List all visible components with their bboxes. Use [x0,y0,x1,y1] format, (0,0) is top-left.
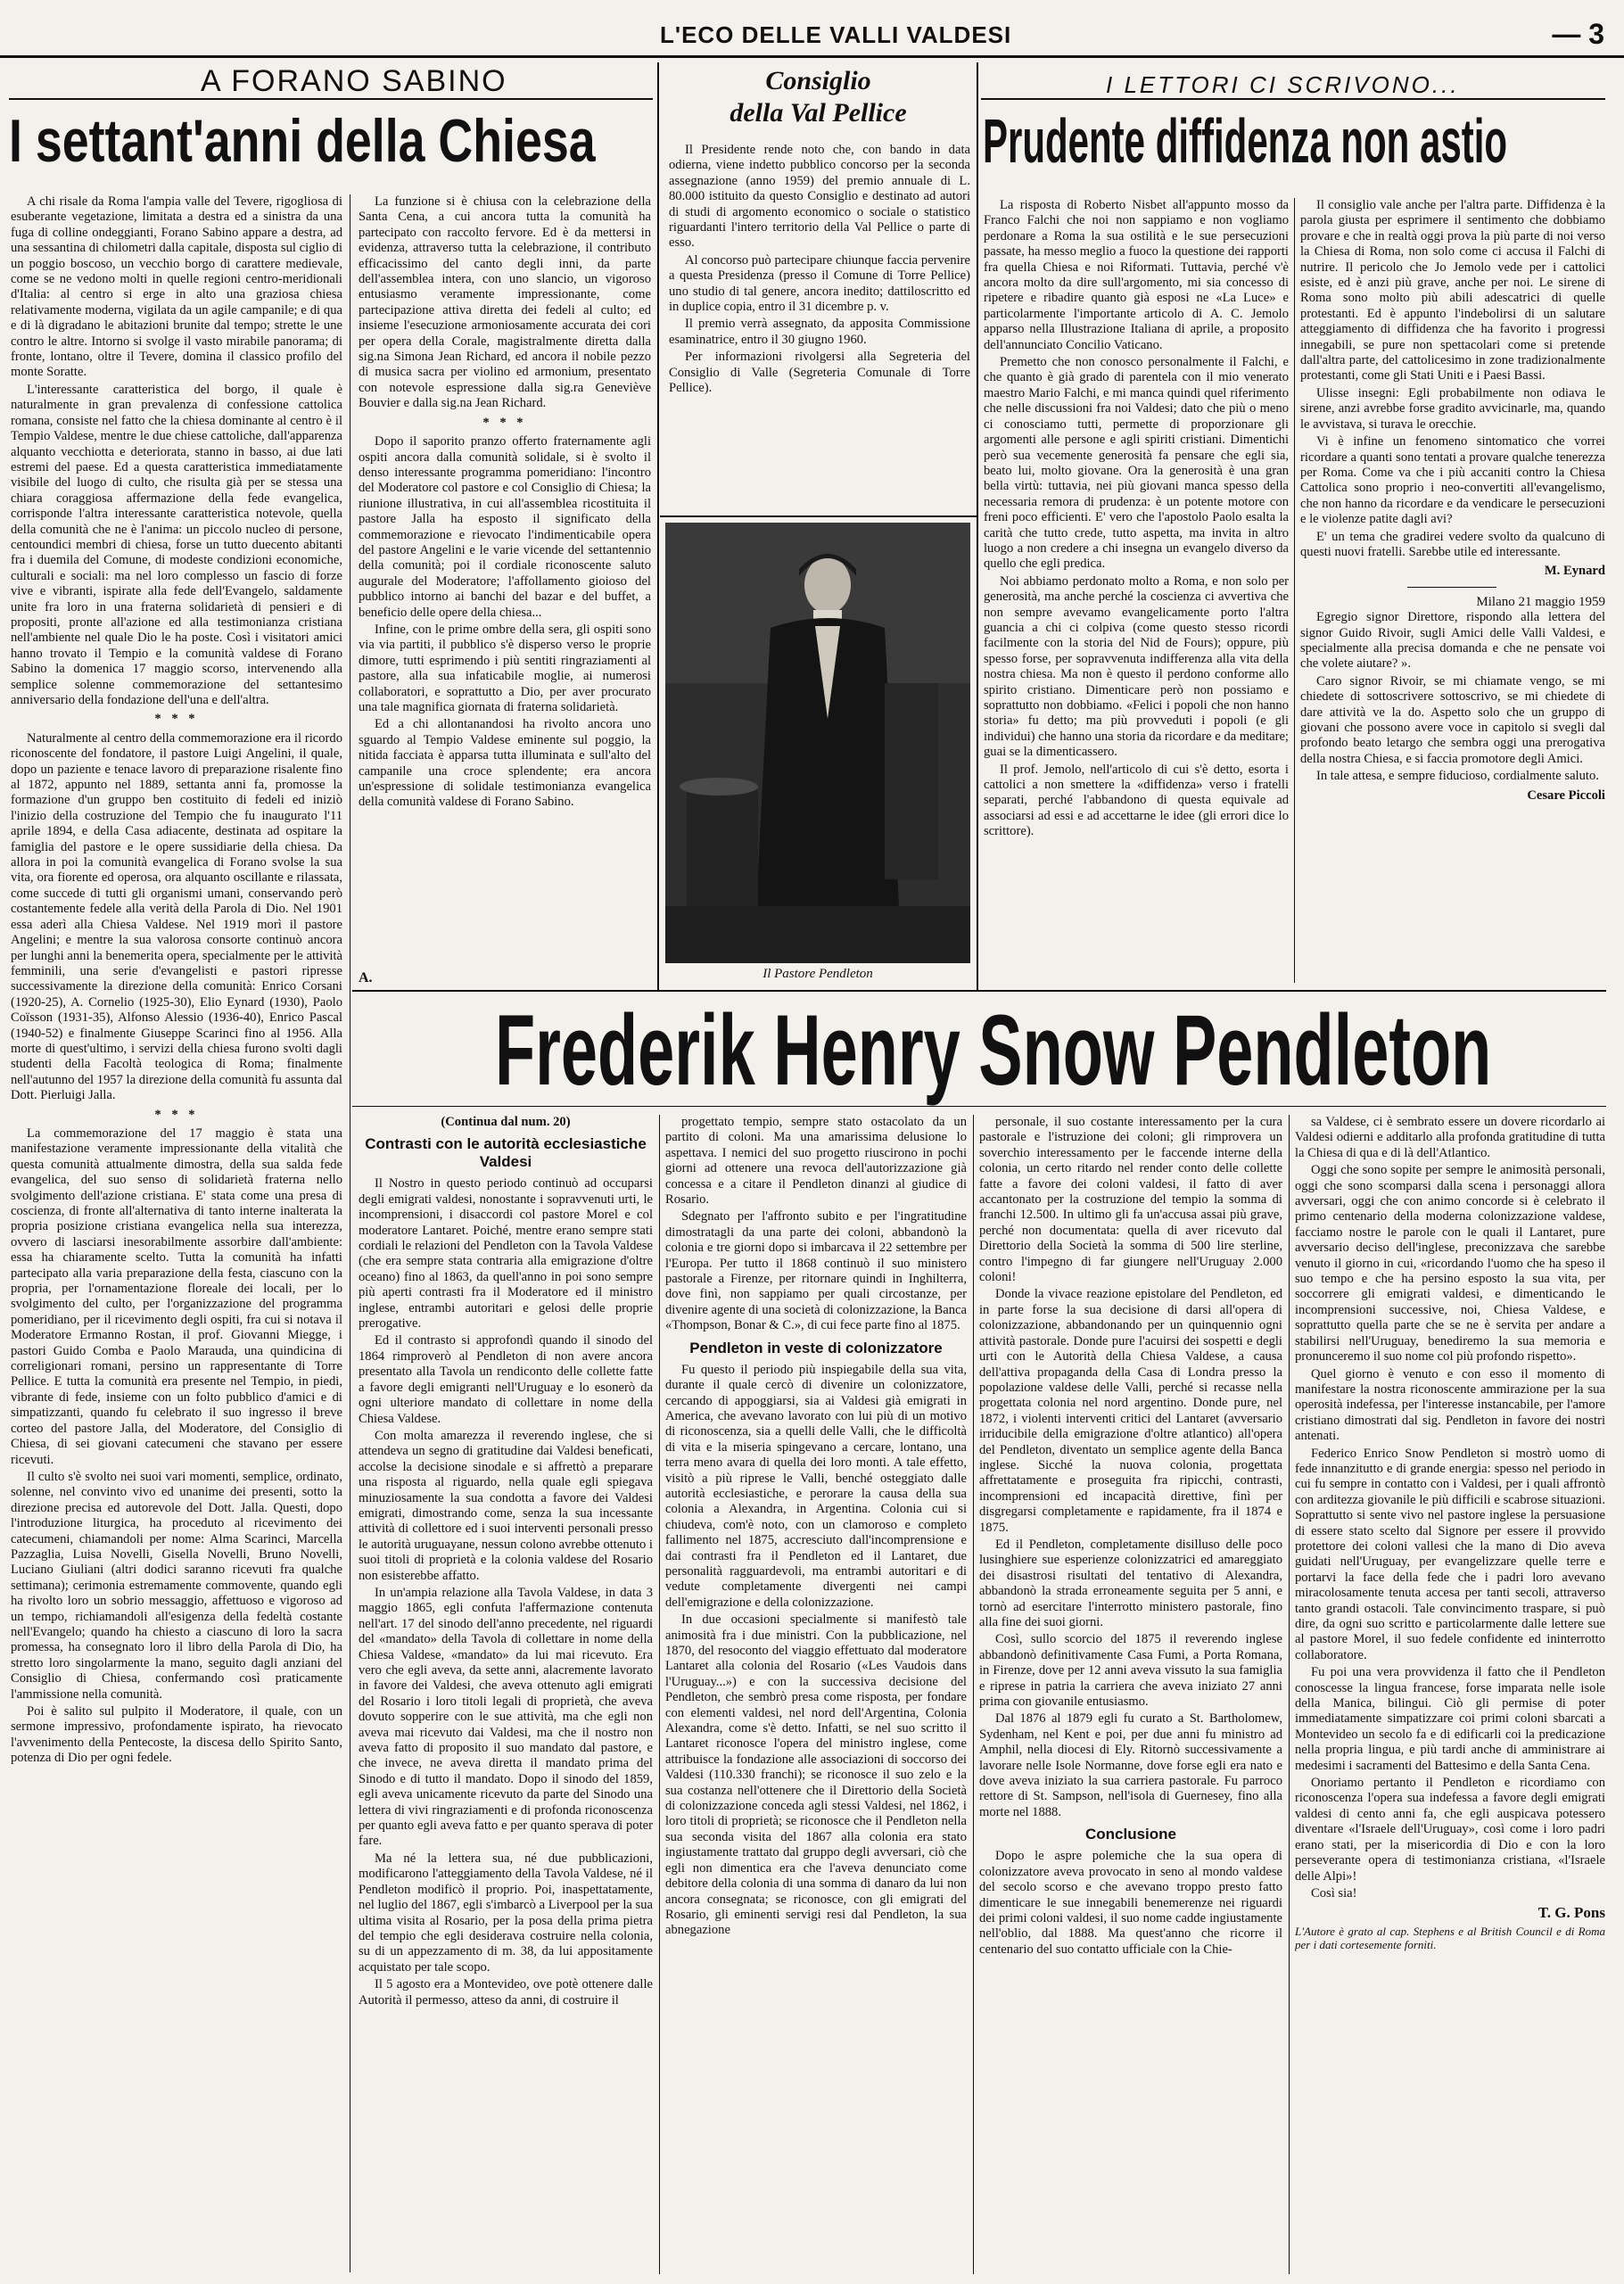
column-divider [657,62,659,990]
pendleton-column-4 [1295,1115,1605,2274]
forano-signature: A. [359,970,373,985]
paragraph: Così, sullo scorcio del 1875 il reverendo inglese abbandonò definitivamente Casa Fumi, a Porta Romana, in Firenze, dove per 12 anni aveva vissuto la sua famiglia e riprese in patria la carriera che aveva iniziato 27 anni prima con giovanile entusiasmo. [979,1632,1282,1710]
paragraph: Oggi che sono sopite per sempre le animosità personali, oggi che sono scomparsi dalla scena i personaggi allora avversari, oggi che con animo concorde si è celebrato il primo centenario della moderna colonizzazione valdese, facciamo nostre le parole con le quali il Lantaret, pure avversario deciso dell'inglese, preconizzava che sarebbe venuto il giorno in cui, «ricordando l'uomo che ha speso il suo tempo e che ha persino esposto la sua vita, per soccorrere gli emigrati valdesi, e dimenticando le incomprensioni successive, noi, Chiesa Valdese, e soprattutto quella parte che se ne è servita per andare a stabilirsi nell'Uruguay, benediremo la sua memoria e pronunceremo il suo nome col più profondo rispetto». [1295,1163,1605,1365]
lettori-kicker: I LETTORI CI SCRIVONO... [1106,71,1460,98]
letter-separator [1407,587,1496,588]
paragraph: Vi è infine un fenomeno sintomatico che vorrei ricordare a quanti sono tentati a provare qualche tenerezza per Roma. Come va che i più accaniti contro la Chiesa Cattolica sono proprio i neo-convertiti all'evangelismo, che non hanno da ricordare e da vendicare le persecuzioni e le violenze patite dagli avi? [1300,434,1605,527]
forano-column-1 [11,194,342,2272]
paragraph: E' un tema che gradirei vedere svolto da qualcuno di questi nuovi fratelli. Sarebbe utile ed interessante. [1300,529,1605,559]
letter-dateline: Milano 21 maggio 1959 [1476,594,1605,609]
pendleton-portrait [665,523,970,963]
paragraph: Noi abbiamo perdonato molto a Roma, e non solo per generosità, ma anche perché la coscienza ci avvertiva che non sempre avevamo evangelicamente porto l'altra guancia a chi ci colpiva (come questo stesso ricordi facilmente con la storia del Nid de Fours); oppure, più spesso forse, per sopravvenuta indifferenza alla vita della nostra chiesa. Ma non è questo il perdono conforme allo spirito cristiano. Dimenticare però non possiamo e soprattutto non dobbiamo. «Felici i popoli che non hanno storia» fu detto; ma più provveduti i popoli (e gli individui) che hanno una storia da ricordare e da meditare; guai se la dimenticassero. [984,573,1289,760]
portrait-illustration [665,523,970,963]
forano-kicker: A FORANO SABINO [201,64,507,98]
forano-column-2 [359,194,651,970]
paragraph: A chi risale da Roma l'ampia valle del Tevere, rigogliosa di esuberante vegetazione, limitata a destra ed a sinistra da una fuga di colline ondeggianti, Forano Sabino appare a destra, ad una sessantina di chilometri dalla capitale, disposta sul ciglio di un poggio boscoso, un vecchio borgo di carattere medievale, come se ne vedono molti in quelle regioni centro-meridionali d'Italia: al centro si erge in alto una graziosa chiesa relativamente moderna, vigilata da un agile campanile; e di qua e di là digradano le abitazioni brunite dal tempo; strette le une contro le altre. Intorno si svolge il vasto mirabile panorama; di fronte, lontano, oltre il Tevere, domina il classico profilo del monte Soratte. [11,194,342,380]
subheading: Contrasti con le autorità ecclesiastiche Valdesi [365,1135,647,1171]
paragraph: Al concorso può partecipare chiunque faccia pervenire a questa Presidenza (presso il Comune di Torre Pellice) uno studio di tal genere, ancora inedito; dattiloscritto ed in duplice copia, entro il 31 dicembre p. v. [669,252,970,315]
paragraph: progettato tempio, sempre stato ostacolato da un partito di coloni. Ma una amarissima delusione lo aspettava. I nemici del suo progetto riuscirono in pochi giorni ad ottenere una revoca dell'autorizzazione già concessa e a citare il Pendleton dinanzi al giudice di Rosario. [665,1115,967,1208]
paragraph: Per informazioni rivolgersi alla Segreteria del Consiglio di Valle (Segreteria Comunale di Torre Pellice). [669,350,970,396]
header-rule [0,55,1624,58]
paragraph: In due occasioni specialmente si manifestò tale animosità fra i due ministri. Con la pubblicazione, nel 1870, del resoconto del viaggio effettuato dal moderatore Lantaret alla colonia del Rosario («Les Vaudois dans l'Uruguay...») e con la successiva decisione del Pendleton, che sembrò presa come risposta, per fondare con elementi valdesi, nel nord dell'Argentina, Colonia Alexandra, come s'è detto. Infatti, se nel suo scritto il Lantaret riconosce l'opera del ministro inglese, come attribuisce la fondazione alle associazioni di soccorso dei Valdesi (110.330 franchi); se riconosce il suo zelo e la sua costanza nell'ottenere che il Direttorio della Società di colonizzazione conceda agli stessi Valdesi, nel 1862, i loro titoli di proprietà; se riconosce che il Pendleton nella sua seconda visita del 1867 alla colonia era stato ingiustamente trattato dal gruppo degli avversari, ciò che egli non dimentica era che l'aveva denunciato come debitore della colonia di una somma di danaro da lui non ancora consegnata; se riconosce, con gli emigrati del Rosario, gli eminenti servigi resi dal Pendleton, la sua abnegazione [665,1612,967,1938]
section-divider [352,990,1606,992]
letter-signature: M. Eynard [1544,564,1605,579]
paragraph: Onoriamo pertanto il Pendleton e ricordiamo con riconoscenza l'opera sua indefessa a favore degli emigrati valdesi di cento anni fa, che egli auspicava potessero diventare «l'Israele dell'Uruguay», così come i loro padri erano stati, per la misericordia di Dio e con la loro perseverante opera di testimonianza cristiana, «l'Israele delle Alpi»! [1295,1776,1605,1884]
pendleton-column-1 [359,1115,653,2274]
paragraph: Con molta amarezza il reverendo inglese, che si attendeva un segno di gratitudine dai Valdesi beneficati, accolse la decisione sinodale e si affrettò a preparare una risposta al riguardo, nella quale egli spiegava minuziosamente la sua condotta a favore dei Valdesi emigrati, dimostrando come, senza la sua incessante attività di collettore ed i suoi interventi personali presso le autorità uruguayane, nessun colono avrebbe ottenuto i suoi titoli di proprietà e la colonia valdese del Rosario non esisterebbe affatto. [359,1428,653,1583]
paragraph: Ma né la lettera sua, né due pubblicazioni, modificarono l'atteggiamento della Tavola Valdese, né il Pendleton modificò il proprio. Poi, inaspettatamente, nel luglio del 1867, egli s'imbarcò a Liverpool per la sua ultima visita al Rosario, per la posa della prima pietra del tempio che egli desiderava costruire nella colonia, su di un appezzamento di m. 38, da lui appositamente acquistato per tale scopo. [359,1851,653,1975]
continued-note: (Continua dal num. 20) [441,1115,571,1129]
portrait-caption: Il Pastore Pendleton [763,967,873,981]
photo-rule [660,515,977,517]
kicker-rule [9,98,653,100]
paragraph: In tale attesa, e sempre fiducioso, cordialmente saluto. [1316,769,1599,784]
paragraph: personale, il suo costante interessamento per la cura pastorale e l'istruzione dei coloni; gli rimprovera un soverchio interessamento per le faccende interne della colonia, un certo ritardo nel render conto delle collette fatte a favore dei coloni valdesi, il fatto di aver accantonato per la costruzione del tempio la somma di franchi 12.500. In ultimo gli fa un'accusa assai più grave, perché non documentata: quella di aver ricevuto dal Direttorio della Società la somma di 500 lire sterline, contro l'impegno di far giungere nell'Uruguay 2.000 coloni! [979,1115,1282,1285]
article-signature: T. G. Pons [1537,1904,1605,1922]
paragraph: Naturalmente al centro della commemorazione era il ricordo riconoscente del fondatore, il pastore Luigi Angelini, il quale, dopo un paziente e tenace lavoro di preparazione risalente fino al 1872, appunto nel 1889, settanta anni fa, promosse la formazione d'un gruppo ben costituito di fedeli ed iniziò l'inizio della costruzione del Tempio che fu inaugurato l'11 aprile 1894, e della Casa adiacente, destinata ad ospitare la famiglia del pastore e le opere sussidiarie della chiesa. Da allora in poi la comunità evangelica di Forano svolse la sua vita, ora fiorente ed operosa, ora alquanto oscillante e rilassata, come succede di tutti gli organismi umani, conservando però costantemente fedele alla verità della Parola di Dio. Nel 1901 essa aderì alla Chiesa Valdese. Nel 1919 morì il pastore Angelini; e mentre la sua valorosa consorte continuò ancora per lunghi anni la benemerita opera, specialmente per le attività femminili, una serie d'evangelisti e pastori ripresse successivamente la direzione della comunità: Enrico Corsani (1920-25), A. Cornelio (1925-30), Elio Eynard (1930), Paolo Coïsson (1931-35), Alfonso Alessio (1936-40), Enrico Pascal (1940-52) e finalmente Giuseppe Scarinci fino al 1956. Alla morte di quest'ultimo, i servizi della chiesa furono svolti dagli studenti della Facoltà teologica di Roma; finalmente nell'autunno del 1957 la direzione della comunità fu assunta dal Dott. Pierluigi Jalla. [11,730,342,1103]
consiglio-title-2: della Val Pellice [730,98,907,128]
pendleton-column-3 [979,1115,1282,2274]
paragraph: Il consiglio vale anche per l'altra parte. Diffidenza è la parola giusta per esprimere il sentimento che dobbiamo provare e che in realtà oggi prova la più parte di noi verso la Chiesa di Roma, non solo come ci accusa il Falchi di nutrire. Il pericolo che Jo Jemolo vede per i cattolici esiste, ed è anzi più grave, anche per noi. Le sirene di Roma sono molto più abili adescatrici di quelle protestanti. Ed è appunto l'indebolirsi di un salutare atteggiamento di diffidenza che ha favorito i progressi innegabili, se pure non spettacolari come si pretende dall'altra parte, del cattolicesimo in zone tradizionalmente protestanti, come gli Stati Uniti e i Paesi Bassi. [1300,198,1605,383]
paragraph: Ulisse insegni: Egli probabilmente non odiava le sirene, anzi avrebbe forse gradito avvicinarle, ma, quando le avvistava, si turava le orecchie. [1300,385,1605,432]
column-divider [1289,1115,1290,2274]
paragraph: Il prof. Jemolo, nell'articolo di cui s'è detto, esorta i cattolici a non smettere la «diffidenza» verso i fratelli separati, perché l'abbandono di questa equivale ad associarsi ad essi e ad accettarne le idee (gli errori dice lo scrittore). [984,762,1289,839]
column-divider [973,1115,974,2274]
paragraph: Premetto che non conosco personalmente il Falchi, e che quanto è già grado di parentela con il mio venerato maestro Mario Falchi, e mi manca quindi quel riferimento che nelle discussioni fra noi Valdesi; dato che più o meno ci conosciamo tutti, permette di proporzionare gli argomenti alle persone e agli spiriti cristiani. Dimentichi però sua vecemente generosità fa pensare che egli sia, beato lui, molto giovane. Ora la generosità è una gran bella virtù: tuttavia, nei più giovani manca spesso della necessaria remora di prudenza: è un potente motore con freni poco efficienti. E' vero che l'apostolo Paolo esalta la carità che tutto crede, tutto aspetta, ma invita in altro luogo a non credere a chi insegna un evangelo diverso da quello che egli predica. [984,355,1289,572]
paragraph: Fu poi una vera provvidenza il fatto che il Pendleton conoscesse la lingua francese, forse imparata nelle isole della Manica, bilingui. Ciò gli permise di poter immediatamente simpatizzare coi primi coloni sbarcati a Montevideo un secolo fa e di edificarli coi la predicazione nella propria lingua, e più tardi anche di amministrare ai medesimi i sacramenti del Battesimo e della Santa Cena. [1295,1665,1605,1773]
forano-headline: I settant'anni della Chiesa [9,107,596,175]
paragraph: La funzione si è chiusa con la celebrazione della Santa Cena, a cui ancora tutta la comunità ha partecipato con raccolto fervore. Ed è da mettersi in evidenza, attraverso tutta la celebrazione, il contributo efficacissimo del canto degli inni, da parte dell'assemblea intera, con uno slancio, un vigoroso entusiasmo veramente impressionante, come partecipazione attiva diretta dei fedeli al culto; ed insieme l'esecuzione armoniosamente accurata dei cori per opera della Corale, magistralmente diretta dalla sig.na Simona Jean Richard, ed ancora il nobile pezzo di musica sacra per violino ed armonium, presentato con notevole espressione dalla sig.ra Geneviève Bouvier e dalla sig.na Jean Richard. [359,194,651,411]
newspaper-title: L'ECO DELLE VALLI VALDESI [660,21,1012,48]
paragraph: Donde la vivace reazione epistolare del Pendleton, ed in parte forse la sua decisione di darsi all'opera di colonizzazione, abbandonando per un quinquennio ogni attività pastorale. Donde pure l'acuirsi dei sospetti e degli urti con le Autorità della Chiesa Valdese, a causa dell'attiva propaganda della Casa di Londra presso la popolazione valdese delle Valli, perché si recasse nella progettata colonia nel nord argentino. Donde pure, nel 1872, i violenti interventi critici del Lantaret (avversario irriducibile della emigrazione d'oltre atlantico) all'opera del Pendleton, diventato un semplice agente della Banca inglese. Sicché la nuova colonia, progettata affrettatamente e proseguita fra ripicchi, contrasti, incomprensioni ed incapacità direttive, finì per disgregarsi completamente e rapidamente, fra il 1874 e 1875. [979,1287,1282,1535]
paragraph: In un'ampia relazione alla Tavola Valdese, in data 3 maggio 1865, egli confuta l'affermazione contenuta nell'art. 17 del sinodo dell'anno precedente, nel riguardi del «mandato» della Tavola di collettare in nome della Chiesa Valdese, «mandato» da lui mai ricevuto. Era vero che egli aveva, da sette anni, alacremente lavorato in favore dei Valdesi, che aveva ottenuto agli emigrati del Rosario i loro titoli legali di proprietà, che aveva dovuto sopperire con le sue attività, ma che egli non aveva mai ricevuto dai Valdesi, ma che il nostro non aveva fatto di proposito il suo mandato dal pastore, e che invece, ne aveva diretta il mandato prima del Sinodo e di tutto il mandato. Dopo il sinodo del 1859, egli aveva unicamente ricevuto da parte del Sinodo una lettera di vivi ringraziamenti e di profonda riconoscenza per quanto egli aveva fatto e per quanto sperava di poter fare. [359,1585,653,1849]
pendleton-headline: Frederik Henry Snow Pendleton [495,994,1492,1106]
paragraph: Dal 1876 al 1879 egli fu curato a St. Bartholomew, Sydenham, nel Kent e poi, per due anni fu ministro ad Amphil, nella diocesi di Ely. Ritornò successivamente a lavorare nelle Isole Normanne, dove forse egli era nato e dove aveva iniziato la sua carriera pastorale. Fu parroco rettore di St. Sampson, nell'isola di Guernesey, fino alla morte nel 1888. [979,1711,1282,1819]
page-header [0,16,1624,55]
paragraph: Il premio verrà assegnato, da apposita Commissione esaminatrice, entro il 30 giugno 1960. [669,317,970,347]
paragraph: Egregio signor Direttore, rispondo alla lettera del signor Guido Rivoir, sugli Amici delle Valli Valdesi, e specialmente alla precisa domanda e che ne pensate voi che volete aiutare? ». [1300,610,1605,672]
paragraph: Infine, con le prime ombre della sera, gli ospiti sono via via partiti, il pubblico s'è disperso verso le proprie dimore, tutti esprimendo i più sentiti ringraziamenti al pastore, alla sua infaticabile moglie, ai numerosi collaboratori, e soprattutto a Dio, per aver procurato una tale magnifica giornata di fraterna solidarietà. [359,622,651,714]
column-divider [659,1115,660,2274]
section-stars: * * * [482,415,527,430]
column-divider [977,62,978,990]
paragraph: sa Valdese, ci è sembrato essere un dovere ricordarlo ai Valdesi odierni e additarlo alla profonda gratitudine di tutta la Chiesa di qua e di là dell'Atlantico. [1295,1115,1605,1160]
paragraph: Dopo il saporito pranzo offerto fraternamente agli ospiti ancora dalla comunità solidale, si è svolto il denso interessante programma pomeridiano: l'incontro del Moderatore col pastore e col Consiglio di Chiesa; la riunione illustrativa, in cui all'assemblea ricostituita il pastore Jalla ha esposto il significato della commemorazione e rievocato l'indimenticabile opera del pastore Angelini e le varie vicende del settantennio della comunità; poi il cordiale riconoscente saluto augurale del Moderatore; l'affollamento gioioso del pubblico intorno ai banchi del bazar e del buffet, a beneficio delle opere della chiesa... [359,434,651,620]
subheading: Pendleton in veste di colonizzatore [689,1339,943,1356]
footnote: L'Autore è grato al cap. Stephens e al British Council e di Roma per i dati cortesemente forniti. [1295,1924,1605,1951]
paragraph: Il Nostro in questo periodo continuò ad occuparsi degli emigrati valdesi, nonostante i sopravvenuti urti, le incomprensioni, i disaccordi col pastore Morel e col moderatore Lantaret. Poiché, mentre erano sempre stati cordiali le relazioni del Pendleton con la Tavola Valdese (che era sempre stata contraria alla emigrazione d'oltre oceano) fino al 1863, da quell'anno in poi sono sempre più aperti contrasti fra il Moderatore ed il ministro inglese, entrambi autoritari e gelosi delle proprie prerogative. [359,1176,653,1332]
lettori-headline: Prudente diffidenza non astio [983,106,1508,176]
paragraph: La commemorazione del 17 maggio è stata una manifestazione veramente impressionante della vitalità che questa comunità attualmente dimostra, della sua salda fede evangelica, del suo senso di solidarietà fraterna nello svolgimento dell'azione cristiana. E' stata come una presa di coscienza, di fronte all'alternativa di tanto interne inalterata la propria posizione cristiana evangelica nella sua interezza, ovvero di lasciarsi inesorabilmente assorbire dall'ambiente: essa ha chiaramente scelto. Tutta la comunità ha infatti partecipato alla varia preparazione della festa, ciascuno con la propria, per l'ornamentazione floreale dei locali, per lo svolgimento del culto, per l'organizzazione del programma pomeridiano, per il ricevimento degli ospiti, fra cui si notava il Moderatore Ermanno Rostan, il prof. Giovanni Miegge, i pastori Guido Comba e Paolo Marauda, una quindicina di correligionari romani, persino un rappresentante di Torre Pellice. E tutta la comunità era presente nel Tempio, in piedi, vibrante di fede, insieme con un folto pubblico d'amici e di simpatizzanti, quando fu celebrato il suo ingresso il breve corteo del pastore Jalla, del Moderatore, del Consiglio di Chiesa, di sei giovani catecumeni che stavano per essere ricevuti. [11,1126,342,1467]
paragraph: Ed il Pendleton, completamente disilluso delle poco lusinghiere sue esperienze colonizzatrici ed amareggiato dei disastrosi risultati del tentativo di Alexandra, abbandonò la strada erroneamente seguita per 5 anni, e tornò ad esercitare l'interrotto ministero pastorale, fino alla fine dei suoi giorni. [979,1537,1282,1629]
lettori-column-1 [984,198,1289,983]
paragraph: Il culto s'è svolto nei suoi vari momenti, semplice, ordinato, solenne, nel convinto vivo ed unanime dei presenti, sotto la direzione precisa ed autorevole del Dott. Jalla. Questi, dopo l'introduzione liturgica, ha proceduto al ricevimento dei catecumeni, chiamandoli per nome: Alma Scarinci, Marcella Pazzaglia, Luisa Novelli, Gisella Novelli, Bruno Novelli, Luciano Giuliani (altri dodici saranno ricevuti fra qualche settimana); cerimonia estremamente commovente, quando egli ha rivolto loro un sobrio messaggio, affettuoso e vigoroso ad un tempo, richiamandoli all'esigenza della fedeltà costante nell'Evangelo; quando ha chiesto a ciascuno di loro la sacra promessa, ha consegnato loro il libro della Parola di Dio, ha stretto loro singolarmente la mano, seguito dagli anziani del Consiglio di Chiesa, confermando così praticamente l'ammissione nella comunità. [11,1469,342,1702]
page-number: — 3 [1552,18,1604,50]
paragraph: Il 5 agosto era a Montevideo, ove potè ottenere dalle Autorità il permesso, atteso da anni, di costruire il [359,1977,653,2008]
paragraph: Il Presidente rende noto che, con bando in data odierna, viene indetto pubblico concorso per la seconda assegnazione (anno 1959) del premio annuale di L. 80.000 istituito da questo Consiglio e destinato ad autori di studi di argomento economico o sociale o statistico riguardanti l'intero territorio della Val Pellice o parte di esso. [669,143,970,251]
paragraph: Fu questo il periodo più inspiegabile della sua vita, durante il quale cercò di divenire un colonizzatore, cercando di appoggiarsi, sia ai Valdesi già emigrati in America, che avevano lavorato con lui più di un motivo di riconoscenza, sia a quelli delle Valli, che le difficoltà di vita e la miseria spingevano a cercare, lontano, una terra meno avara di quella dei loro monti. A tale effetto, visitò a più riprese le Valli, benché osteggiato dalle autorità ecclesiastiche, e perorare la causa della sua colonia a Alexandra, in Argentina. Colonia cui si chiudeva, com'è noto, con un clamoroso e completo fallimento nel 1875, accresciuto dall'incomprensione e dai contrasti fra il Pendleton ed il Lantaret, due personalità ragguardevoli, ma entrambi autoritari e di vedute completamente divergenti nei campi dell'emigrazione e della colonizzazione. [665,1362,967,1610]
paragraph: Ed il contrasto si approfondì quando il sinodo del 1864 rimproverò al Pendleton di non avere ancora presentato alla Tavola un rendiconto delle collette fatte a favore degli emigranti nell'Uruguay e lo esonerò da ogni ulteriore mandato di collettare in nome della Chiesa Valdese. [359,1333,653,1426]
letter-signature: Cesare Piccoli [1527,787,1605,803]
paragraph: Federico Enrico Snow Pendleton si mostrò uomo di fede innanzitutto e di grande energia: spesso nel periodo in cui fu sempre in contatto con i Valdesi, per i quali affrontò con arditezza giovanile le più difficili e scabrose situazioni. Soprattutto si sente vivo nel pastore inglese la persuasione di essere stato scelto dal Signore per essere il provvido protettore dei coloni vallesi che la mano di Dio aveva guidati nell'Uruguay, per evangelizzare quelle terre e portarvi la face della fede che i padri loro avevano miracolosamente tenuta accesa per tanti secoli, attraverso tanto grandi ostacoli. Tale convincimento traspare, si può dire, da ogni suo scritto e particolarmente dalle lettere sue al pastore Morel, il suo fedele confidente ed ininterrotto collaboratore. [1295,1446,1605,1662]
paragraph: Poi è salito sul pulpito il Moderatore, il quale, con un sermone impressivo, profondamente ispirato, ha rievocato l'avvenimento della Pentecoste, la discesa dello Spirito Santo, potenza di Dio per ogni fedele. [11,1704,342,1766]
subheading: Conclusione [1084,1826,1176,1843]
paragraph: Così sia! [1311,1885,1357,1901]
column-divider [1294,198,1295,983]
section-stars: * * * [154,1107,199,1122]
headline-rule [352,1106,1606,1107]
paragraph: Dopo le aspre polemiche che la sua opera di colonizzatore aveva provocato in seno al mondo valdese del secolo scorso e che avevano troppo presto fatto dimenticare le sue innegabili benemerenze nei riguardi dei primi coloni valdesi, il suo nome cadde ingiustamente nell'oblio, dal 1888. Ma quest'anno che ricorre il centenario del suo contatto ufficiale con la Chie- [979,1849,1282,1957]
section-stars: * * * [154,712,199,727]
kicker-rule [981,98,1605,100]
paragraph: Quel giorno è venuto e con esso il momento di manifestare la nostra riconoscente ammirazione per la sua operosità indefessa, per l'interesse instancabile, per l'amore cristiano dimostrati dal sig. Pendleton in favore dei nostri antenati. [1295,1366,1605,1444]
consiglio-title-1: Consiglio [765,66,871,95]
pendleton-column-2 [665,1115,967,2274]
lettori-column-2 [1300,198,1605,983]
paragraph: Caro signor Rivoir, se mi chiamate vengo, se mi chiedete di sottoscrivere sottoscrivo, se mi chiedete di dare attività ve la do. Aspetto solo che un gruppo di giovani che possono avere voce in capitolo si svegli dal profondo beato letargo che sembra oggi una prerogativa della nostra Chiesa, e si faccia promotore degli Amici. [1300,673,1605,766]
paragraph: La risposta di Roberto Nisbet all'appunto mosso da Franco Falchi che noi non sappiamo e non vogliamo perdonare a Roma la sua ostilità e le sue persecuzioni passate, ha messo meglio a fuoco la questione dei rapporti fra quella Chiesa e noi Riformati. Tuttavia, perché v'è ancora molto da dire sull'argomento, mi sia concesso di ripetere e ribadire quanto già esposi ne «La Luce» e particolarmente l'importante articolo di A. C. Jemolo apparso nella Illustrazione Italiana di aprile, a proposito dell'annunciato Concilio Vaticano. [984,198,1289,352]
paragraph: Ed a chi allontanandosi ha rivolto ancora uno sguardo al Tempio Valdese eminente sul poggio, la nitida facciata è apparsa tutta illuminata e sull'alto del campanile una croce splendente; era ancora un'espressione di solidale testimonianza evangelica della comunità valdese di Forano Sabino. [359,717,651,810]
consiglio-body [669,143,970,508]
paragraph: L'interessante caratteristica del borgo, il quale è naturalmente in gran prevalenza di confessione cattolica romana, consiste nel fatto che la chiesa dominante al centro è il Tempio Valdese, mentre le due chiese cattoliche, dall'apparenza alquanto vecchiotta e deteriorata, stanno in basso, ai due lati estremi del paese. Ed a questa caratteristica immediatamente visibile del luogo di culto, che risulta già per se stessa una chiara coraggiosa affermazione della fede evangelica, corrisponde l'altra interessante caratteristica notevole, quella della comunità che ne è l'anima: un piccolo nucleo di persone, centoundici membri di chiesa, forse un tutto duecento abitanti fra i duemila del Comune, di modeste condizioni economiche, culturali e sociali: ma nel loro complesso un fascio di forze vive e vibranti, ispirate alla fede dell'Evangelo, saldamente unite fra loro in una fraterna solidarietà di pensieri e di propositi, pronte all'azione ed alla testimonianza cristiana nell'ambiente nel quale Dio le ha poste. Così i visitatori amici hanno trovato il Tempio e la comunità valdese di Forano Sabino la domenica 17 maggio scorso, intervenendo alla semplice solenne commemorazione del settantesimo anniversario della fondazione dell'una e dell'altra. [11,382,342,707]
paragraph: Sdegnato per l'affronto subito e per l'ingratitudine dimostratagli da una parte dei coloni, abbandonò la colonia e tre giorni dopo si imbarcava il 22 settembre per l'Europa. Per tutto il 1868 continuò il suo ministero pastorale a Firenze, per ritornare quindi in Inghilterra, dove finì, non sappiamo per quali circostanze, per divenire agente di una società di colonizzazione, la Banca «Thompson, Bonar & C.», di cui fece parte fino al 1875. [665,1209,967,1333]
